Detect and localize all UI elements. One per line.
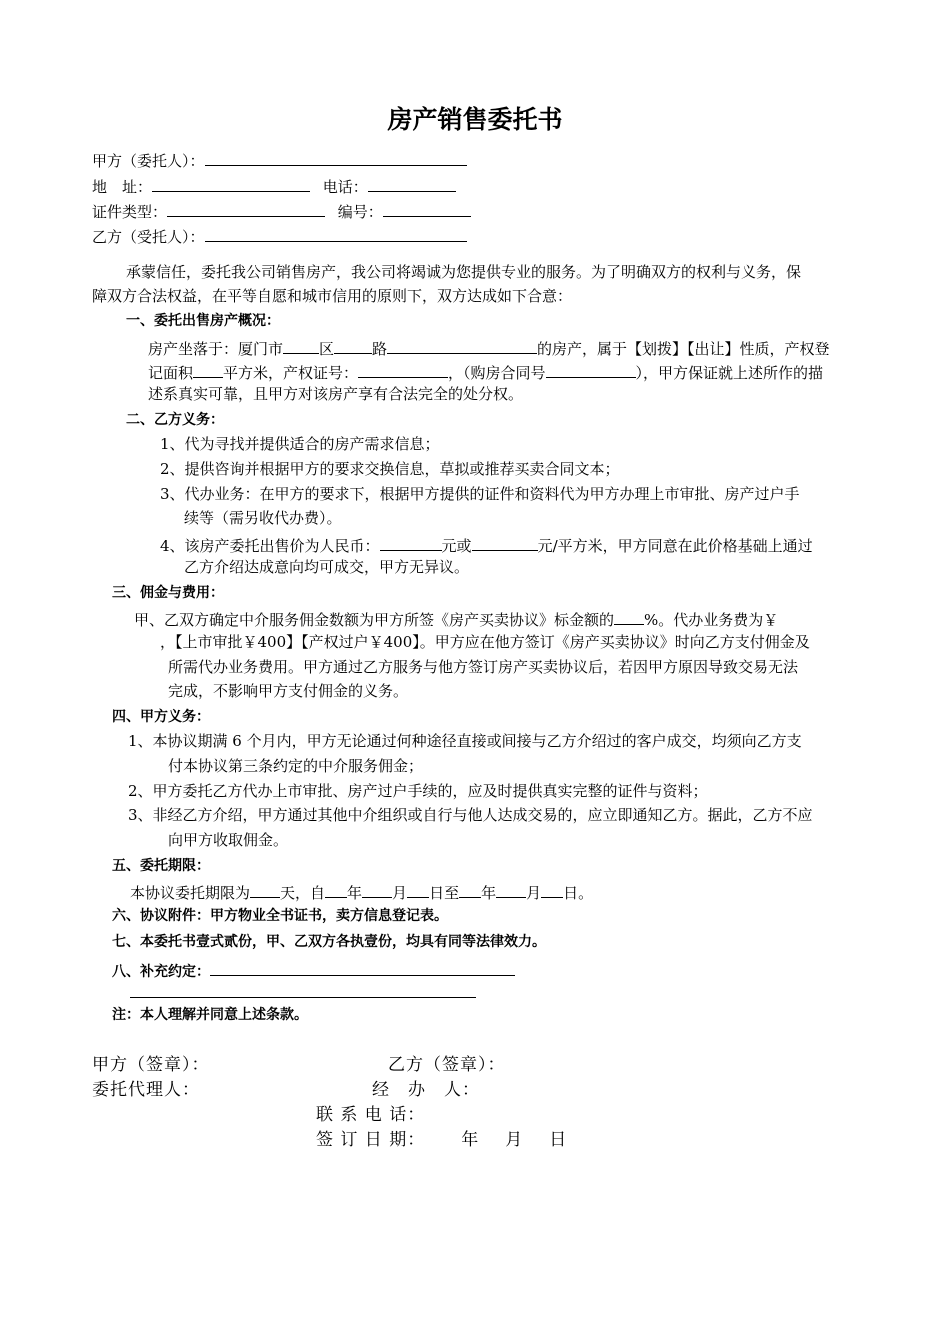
s1-location-label: 房产坐落于：厦门市 <box>148 340 284 358</box>
s2-item-3: 3、代办业务：在甲方的要求下，根据甲方提供的证件和资料代为甲方办理上市审批、房产过户手 <box>160 485 800 503</box>
handler-label: 经 办 人： <box>372 1080 480 1100</box>
supplement-label: 八、补充约定： <box>112 964 210 980</box>
contract-no-blank <box>546 360 636 378</box>
s4-item-1-cont: 付本协议第三条约定的中介服务佣金； <box>168 757 424 775</box>
address-line <box>92 174 456 197</box>
supplement-blank <box>210 958 515 976</box>
price-or-label: 元或 <box>441 537 472 555</box>
document-title: 房产销售委托书 <box>387 105 563 134</box>
party-a-blank <box>205 148 467 166</box>
price-unit-label: 元/平方米，甲方同意在此价格基础上通过 <box>537 537 813 555</box>
section-7: 七、本委托书壹式贰份，甲、乙双方各执壹份，均具有同等法律效力。 <box>112 934 546 950</box>
s1-line-1 <box>148 336 830 359</box>
to-year-label: 年 <box>481 884 497 902</box>
cert-label: 平方米，产权证号： <box>223 364 359 382</box>
term-label: 本协议委托期限为 <box>130 884 251 902</box>
to-day-label: 日。 <box>563 884 594 902</box>
section-8 <box>112 958 515 982</box>
s3-line-1 <box>134 607 778 630</box>
address-label: 地 址： <box>92 178 153 196</box>
from-year-label: 年 <box>347 884 363 902</box>
section-2-heading: 二、乙方义务： <box>126 412 224 428</box>
s3-line-3: 所需代办业务费用。甲方通过乙方服务与他方签订房产买卖协议后，若因甲方原因导致交易无法 <box>168 658 799 676</box>
guarantee-text: ），甲方保证就上述所作的描 <box>635 364 824 382</box>
party-a-signature-label: 甲方（签章）： <box>92 1055 210 1075</box>
intro-line-2: 障双方合法权益，在平等自愿和城市信用的原则下，双方达成如下合意： <box>92 287 573 305</box>
district-label: 区 <box>319 340 335 358</box>
s1-line-2 <box>148 360 823 383</box>
to-label: 日至 <box>429 884 460 902</box>
price-total-blank <box>380 533 442 551</box>
s4-item-3: 3、非经乙方介绍，甲方通过其他中介组织或自行与他人达成交易的，应立即通知乙方。据此，乙方不应 <box>128 806 813 824</box>
sign-month-label: 月 <box>505 1130 524 1150</box>
s2-item-3-cont: 续等（需另收代办费）。 <box>184 509 342 527</box>
term-from-label: 天，自 <box>280 884 326 902</box>
agency-fee-label: %。代办业务费为￥ <box>644 611 779 629</box>
from-month-label: 月 <box>392 884 408 902</box>
to-year-blank <box>459 880 481 898</box>
s3-line-4: 完成，不影响甲方支付佣金的义务。 <box>168 682 409 700</box>
id-number-blank <box>383 199 471 217</box>
contract-no-label: ，（购房合同号 <box>448 364 546 382</box>
id-number-label: 编号： <box>337 203 383 221</box>
s3-line-2: ，【上市审批￥400】【产权过户￥400】。甲方应在他方签订《房产买卖协议》时向乙方支付佣金及 <box>160 633 810 651</box>
intro-line-1: 承蒙信任，委托我公司销售房产，我公司将竭诚为您提供专业的服务。为了明确双方的权利与义务，保 <box>126 263 802 281</box>
price-unit-blank <box>472 533 538 551</box>
s2-item-4-cont: 乙方介绍达成意向均可成交，甲方无异议。 <box>184 558 470 576</box>
s4-item-1: 1、本协议期满 6 个月内，甲方无论通过何种途径直接或间接与乙方介绍过的客户成交，均须向乙方支 <box>128 732 802 750</box>
s4-item-3-cont: 向甲方收取佣金。 <box>168 831 289 849</box>
sign-date-line <box>316 1130 567 1150</box>
from-year-blank <box>325 880 347 898</box>
s5-term-line <box>130 880 593 903</box>
commission-percent-blank <box>614 607 644 625</box>
s4-item-2: 2、甲方委托乙方代办上市审批、房产过户手续的，应及时提供真实完整的证件与资料； <box>128 782 708 800</box>
from-month-blank <box>362 880 392 898</box>
area-label: 记面积 <box>148 364 194 382</box>
to-day-blank <box>541 880 563 898</box>
sign-year-label: 年 <box>461 1130 480 1150</box>
s2-item-4 <box>160 533 813 556</box>
party-b-label: 乙方（受托人）： <box>92 228 205 246</box>
sign-date-label: 签 订 日 期： <box>316 1130 426 1150</box>
address-blank <box>152 174 310 192</box>
id-type-blank <box>167 199 325 217</box>
section-6: 六、协议附件：甲方物业全书证书，卖方信息登记表。 <box>112 908 448 924</box>
id-line <box>92 199 471 222</box>
s2-item-2: 2、提供咨询并根据甲方的要求交换信息，草拟或推荐买卖合同文本； <box>160 460 620 478</box>
cert-blank <box>358 360 448 378</box>
price-label: 4、该房产委托出售价为人民币： <box>160 537 380 555</box>
sign-day-label: 日 <box>549 1130 568 1150</box>
supplement-blank-line-2 <box>130 997 476 998</box>
district-blank <box>283 336 319 354</box>
party-b-blank <box>205 224 467 242</box>
section-5-heading: 五、委托期限： <box>112 858 210 874</box>
from-day-blank <box>407 880 429 898</box>
party-a-label: 甲方（委托人）： <box>92 152 205 170</box>
road-label: 路 <box>372 340 388 358</box>
party-a-line <box>92 148 467 171</box>
term-days-blank <box>250 880 280 898</box>
party-b-line <box>92 224 467 247</box>
address-detail-blank <box>387 336 537 354</box>
commission-label: 甲、乙双方确定中介服务佣金数额为甲方所签《房产买卖协议》标金额的 <box>134 611 615 629</box>
section-4-heading: 四、甲方义务： <box>112 709 210 725</box>
property-nature-text: 的房产，属于【划拨】【出让】性质，产权登 <box>537 340 830 358</box>
id-type-label: 证件类型： <box>92 203 168 221</box>
phone-blank <box>368 174 456 192</box>
s1-line-3: 述系真实可靠，且甲方对该房产享有合法完全的处分权。 <box>148 385 524 403</box>
area-blank <box>193 360 223 378</box>
to-month-label: 月 <box>526 884 542 902</box>
section-3-heading: 三、佣金与费用： <box>112 585 224 601</box>
section-1-heading: 一、委托出售房产概况： <box>126 313 280 329</box>
road-blank <box>334 336 372 354</box>
to-month-blank <box>496 880 526 898</box>
agreement-note: 注：本人理解并同意上述条款。 <box>112 1007 308 1023</box>
party-b-signature-label: 乙方（签章）： <box>388 1055 506 1075</box>
s2-item-1: 1、代为寻找并提供适合的房产需求信息； <box>160 435 440 453</box>
agent-label: 委托代理人： <box>92 1080 200 1100</box>
contact-phone-label: 联 系 电 话： <box>316 1105 426 1125</box>
phone-label: 电话： <box>322 178 368 196</box>
